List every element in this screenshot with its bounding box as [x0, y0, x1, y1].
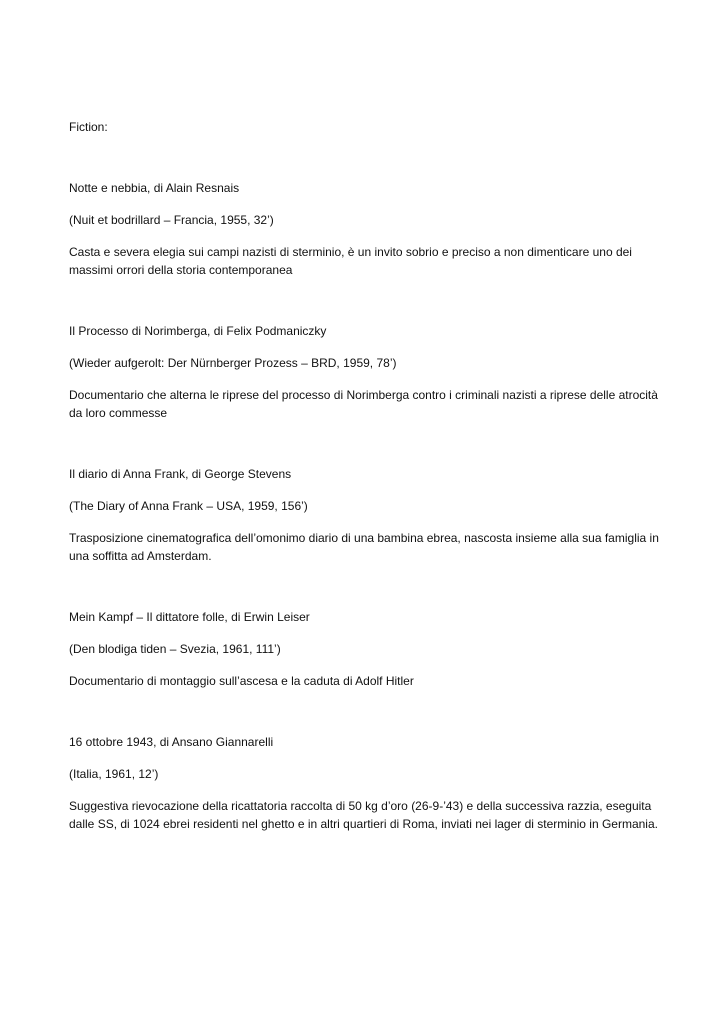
film-title: 16 ottobre 1943, di Ansano Giannarelli: [69, 735, 274, 749]
film-description: Suggestiva rievocazione della ricattatoria raccolta di 50 kg d’oro (26-9-’43) e della successiva razzia, eseguita dalle SS, di 1024 ebrei residenti nel ghetto e in altri quartieri di Roma, inviati nei lager di sterminio in Germania.: [69, 799, 658, 831]
film-entry-processo-norimberga: [69, 322, 659, 422]
film-title: Notte e nebbia, di Alain Resnais: [69, 181, 240, 195]
film-description: Documentario di montaggio sull’ascesa e la caduta di Adolf Hitler: [69, 674, 414, 688]
film-entry-mein-kampf: [69, 608, 659, 690]
film-entry-16-ottobre-1943: [69, 733, 659, 833]
film-title: Il Processo di Norimberga, di Felix Podmaniczky: [69, 324, 327, 338]
document-page: [69, 118, 659, 876]
film-description: Casta e severa elegia sui campi nazisti di sterminio, è un invito sobrio e preciso a non dimenticare uno dei massimi orrori della storia contemporanea: [69, 245, 632, 277]
film-description: Documentario che alterna le riprese del processo di Norimberga contro i criminali nazisti a riprese delle atrocità da loro commesse: [69, 388, 658, 420]
film-title: Mein Kampf – Il dittatore folle, di Erwin Leiser: [69, 610, 310, 624]
film-description: Trasposizione cinematografica dell’omonimo diario di una bambina ebrea, nascosta insieme alla sua famiglia in una soffitta ad Amsterdam.: [69, 531, 659, 563]
film-meta: (Wieder aufgerolt: Der Nürnberger Prozess – BRD, 1959, 78’): [69, 356, 397, 370]
film-meta: (Nuit et bodrillard – Francia, 1955, 32’): [69, 213, 274, 227]
film-meta: (The Diary of Anna Frank – USA, 1959, 156’): [69, 499, 308, 513]
film-title: Il diario di Anna Frank, di George Stevens: [69, 467, 292, 481]
film-meta: (Den blodiga tiden – Svezia, 1961, 111’): [69, 642, 281, 656]
film-entry-notte-e-nebbia: [69, 179, 659, 279]
film-meta: (Italia, 1961, 12’): [69, 767, 159, 781]
section-heading: Fiction:: [69, 120, 108, 134]
film-entry-diario-anna-frank: [69, 465, 659, 565]
